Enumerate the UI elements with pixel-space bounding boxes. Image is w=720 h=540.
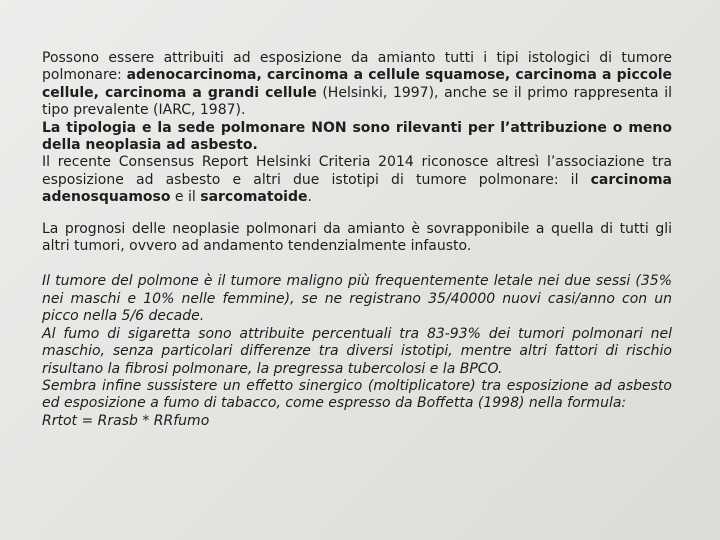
slide-text-body <box>42 50 672 430</box>
histology-text-1: Possono essere attribuiti ad esposizione da amianto tutti i tipi istologici di tumore polmonare: <box>42 50 672 84</box>
paragraph-smoking: Al fumo di sigaretta sono attribuite percentuali tra 83-93% dei tumori polmonari nel maschio, senza particolari differenze tra diversi istotipi, mentre altri fattori di rischio risultano la fibrosi polmonare, la pregressa tubercolosi e la BPCO. <box>42 325 672 377</box>
paragraph-lung-cancer-stats: Il tumore del polmone è il tumore maligno più frequentemente letale nei due sessi (35% nei maschi e 10% nelle femmine), se ne registrano 35/40000 nuovi casi/anno con un picco nella 5/6 decade. <box>42 273 672 325</box>
spacer <box>42 255 672 273</box>
paragraph-site-not-relevant <box>42 120 672 155</box>
helsinki-text-1: Il recente Consensus Report Helsinki Criteria 2014 riconosce altresì l’associazione tra esposizione ad asbesto e altri due istotipi di tumore polmonare: il <box>42 154 672 188</box>
formula-line: Rrtot = Rrasb * RRfumo <box>42 412 210 429</box>
paragraph-helsinki-2014 <box>42 154 672 206</box>
histology-text-2: (Helsinki, 1997), anche se il primo rappresenta il tipo prevalente (IARC, 1987). <box>42 84 672 119</box>
site-not-relevant-bold: La tipologia e la sede polmonare NON sono rilevanti per l’attribuzione o meno della neoplasia ad asbesto. <box>42 119 672 154</box>
paragraph-histology <box>42 50 672 120</box>
paragraph-prognosis: La prognosi delle neoplasie polmonari da amianto è sovrapponibile a quella di tutti gli altri tumori, ovvero ad andamento tendenzialmente infausto. <box>42 220 672 255</box>
adenosquamous-bold: carcinoma adenosquamoso <box>42 171 672 206</box>
paragraph-synergy: Sembra infine sussistere un effetto sinergico (moltiplicatore) tra esposizione ad asbesto ed esposizione a fumo di tabacco, come espresso da Boffetta (1998) nella formula: <box>42 377 672 412</box>
histology-types-bold: adenocarcinoma, carcinoma a cellule squamose, carcinoma a piccole cellule, carcinoma a grandi cellule <box>42 67 672 101</box>
helsinki-text-3: . <box>307 189 312 206</box>
sarcomatoid-bold: sarcomatoide <box>200 189 308 206</box>
spacer <box>42 207 672 221</box>
helsinki-text-2: e il <box>170 189 201 206</box>
